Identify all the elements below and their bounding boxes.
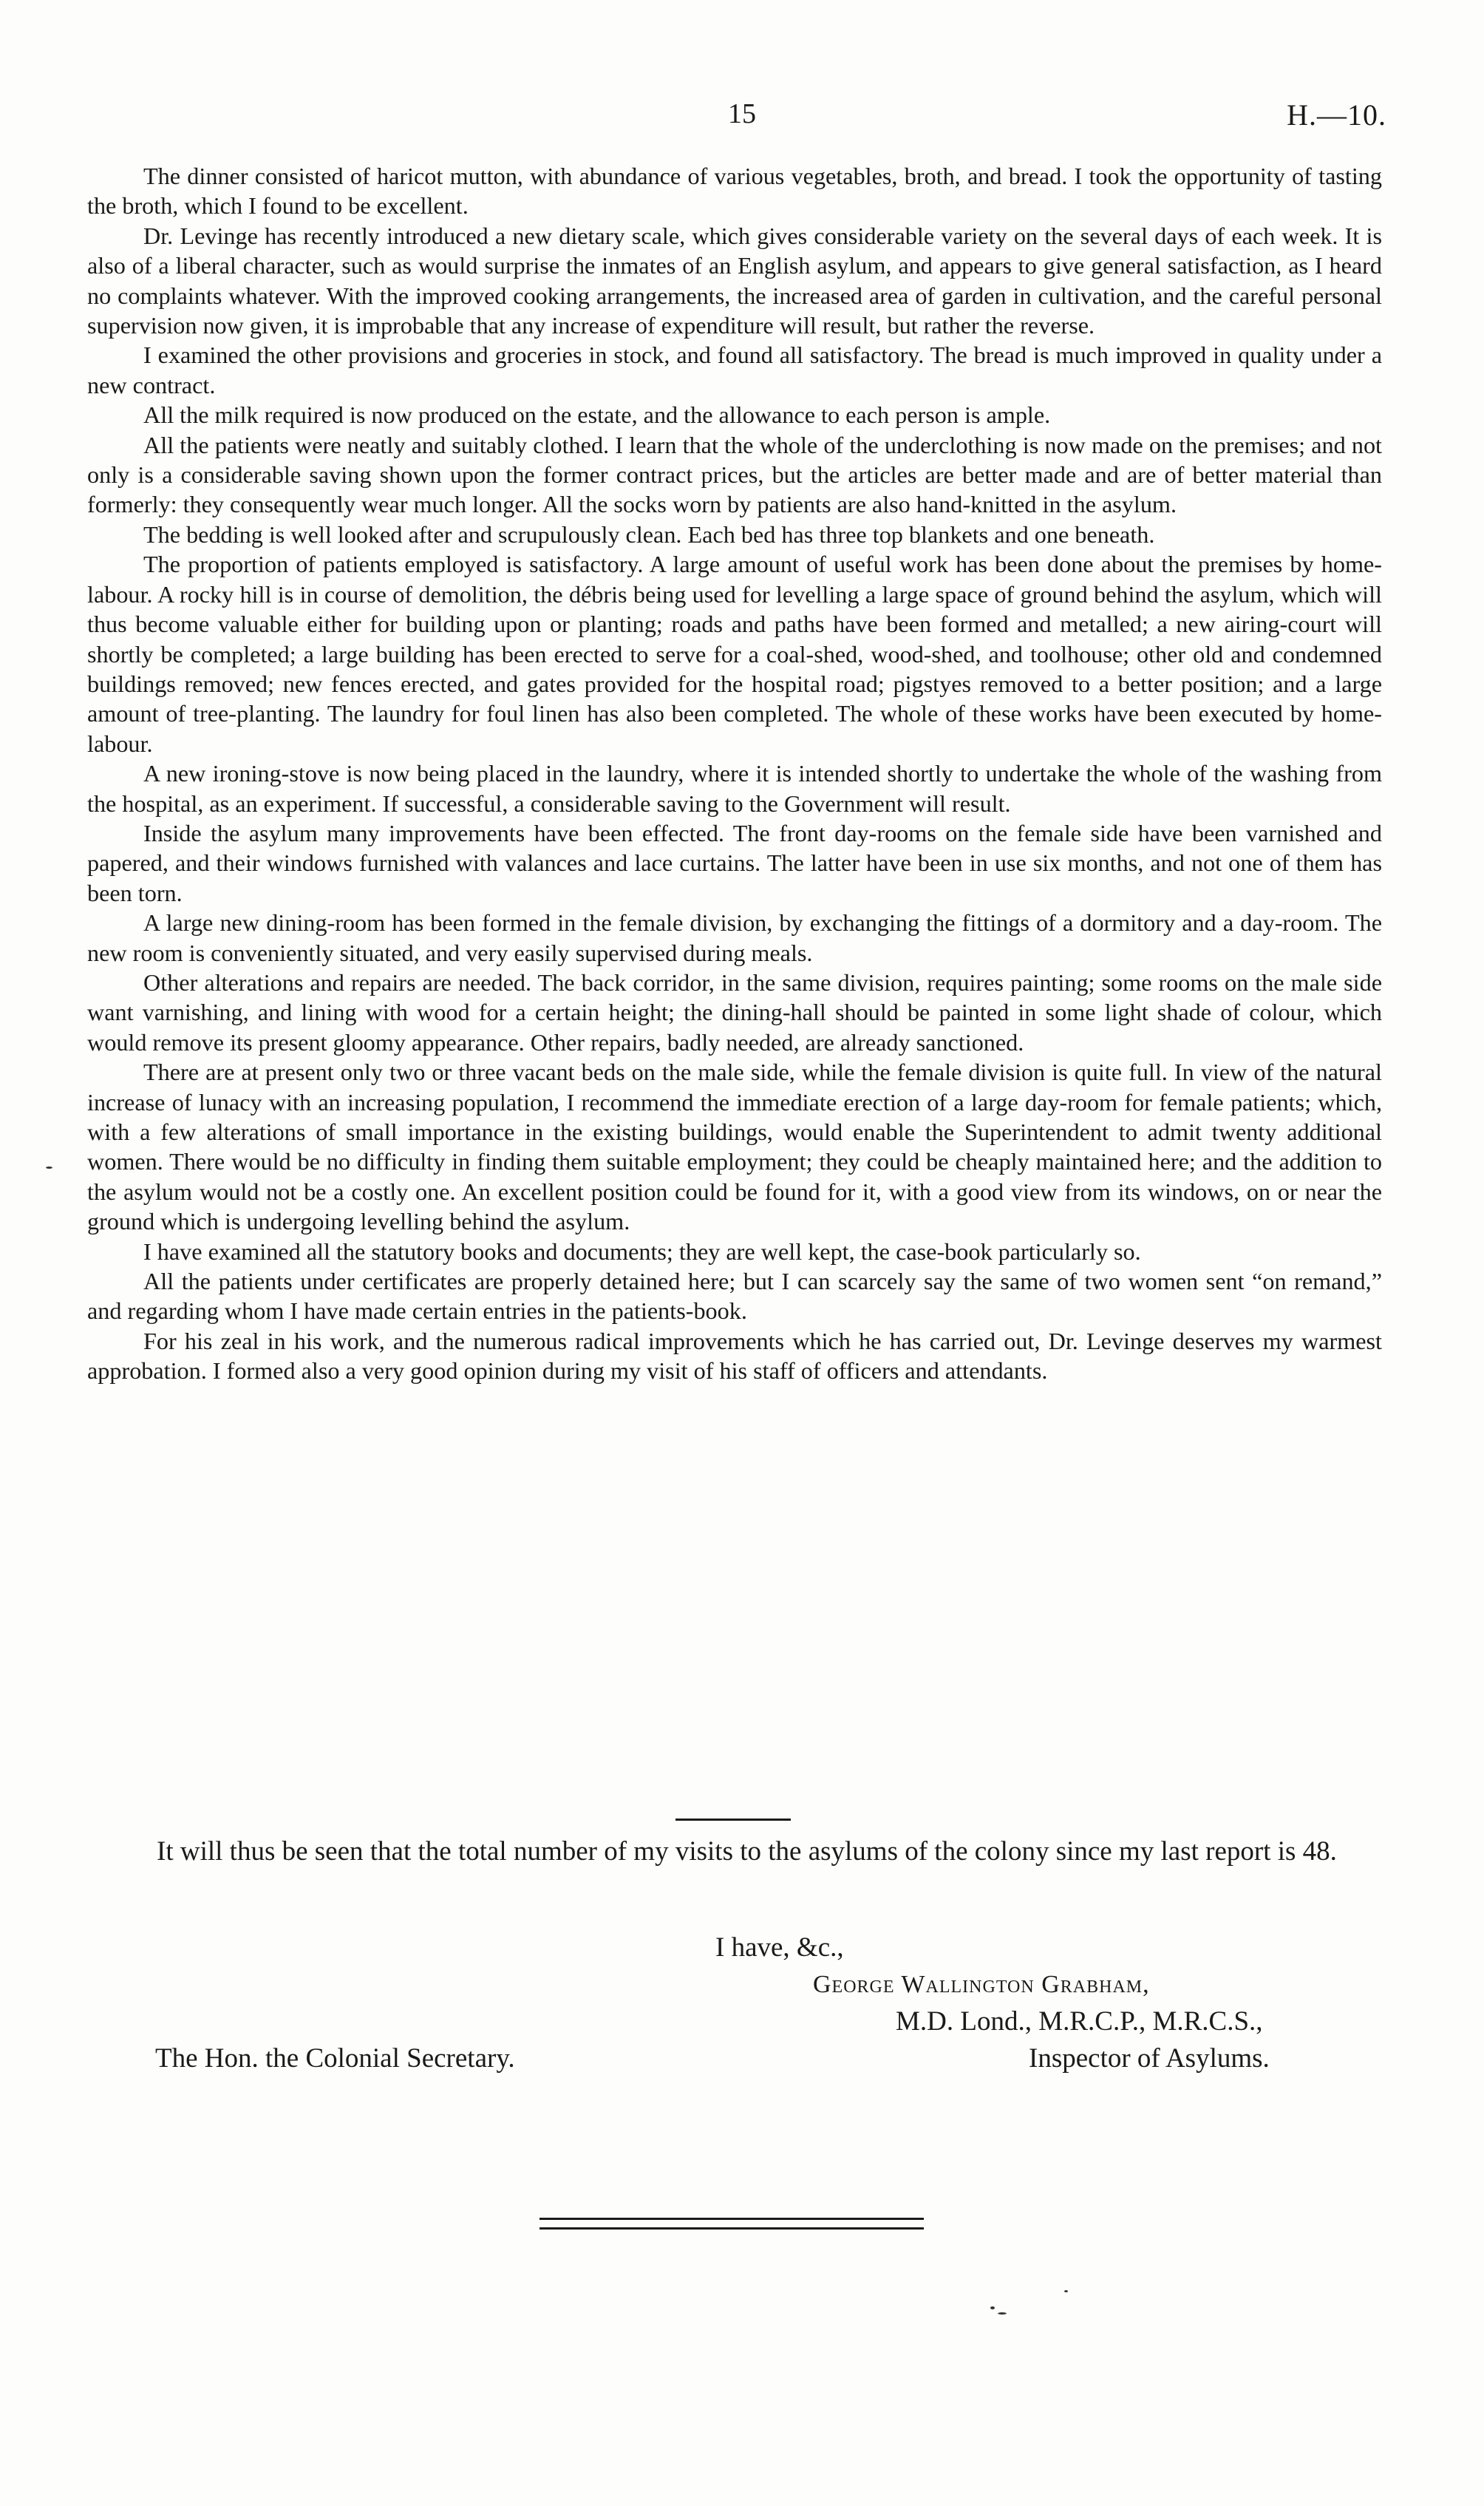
- page-header: [0, 98, 1484, 142]
- paragraph-approbation: For his zeal in his work, and the numerous radical improvements which he has carried out, Dr. Levinge deserves my warmest approbation. I formed also a very good opinion during my visit of his staff of officers and attendants.: [87, 1327, 1382, 1385]
- paragraph-dining-room: A large new dining-room has been formed in the female division, by exchanging the fittings of a dormitory and a day-room. The new room is conveniently situated, and very easily supervised during meals.: [87, 909, 1382, 966]
- paragraph-ironing-stove: A new ironing-stove is now being placed in the laundry, where it is intended shortly to undertake the whole of the washing from the hospital, as an experiment. If successful, a considerable saving to the Government will result.: [87, 760, 1382, 817]
- paragraph-dinner: The dinner consisted of haricot mutton, with abundance of various vegetables, broth, and bread. I took the opportunity of tasting the broth, which I found to be excellent.: [87, 163, 1382, 220]
- page-number: 15: [728, 98, 756, 129]
- paragraph-bedding: The bedding is well looked after and scrupulously clean. Each bed has three top blankets and one beneath.: [143, 520, 1155, 548]
- signatory-qualifications: M.D. Lond., M.R.C.P., M.R.C.S.,: [896, 2006, 1263, 2037]
- end-rule: [540, 2218, 924, 2230]
- paragraph-clothing: All the patients were neatly and suitably clothed. I learn that the whole of the underclothing is now made on the premises; and not only is a considerable saving shown upon the former contract prices, but the articles are better made and are of better material than formerly: they consequently wear much longer. All the socks worn by patients are also hand-knitted in the asylum.: [87, 431, 1382, 518]
- paragraph-dietary-scale: Dr. Levinge has recently introduced a new dietary scale, which gives considerable variety on the several days of each week. It is also of a liberal character, such as would surprise the inmates of an English asylum, and appears to give general satisfaction, as I heard no complaints whatever. With the improved cooking arrangements, the increased area of garden in cultivation, and the careful personal supervision now given, it is improbable that any increase of expenditure will result, but rather the reverse.: [87, 222, 1382, 339]
- report-body: [87, 161, 1382, 1386]
- paragraph-repairs: Other alterations and repairs are needed. The back corridor, in the same division, requires painting; some rooms on the male side want varnishing, and lining with wood for a certain height; the dining-hall should be painted in some light shade of colour, which would remove its present gloomy appearance. Other repairs, badly needed, are already sanctioned.: [87, 968, 1382, 1056]
- print-speck: [1064, 2290, 1068, 2292]
- paragraph-employment: The proportion of patients employed is satisfactory. A large amount of useful work has been done about the premises by home-labour. A rocky hill is in course of demolition, the débris being used for levelling a large space of ground behind the asylum, which will thus become valuable either for building upon or planting; roads and paths have been formed and metalled; a new airing-court will shortly be completed; a large building has been erected to serve for a coal-shed, wood-shed, and toolhouse; other old and condemned buildings removed; new fences erected, and gates provided for the hospital road; pigstyes removed to a better position; and a large amount of tree-planting. The laundry for foul linen has also been completed. The whole of these works have been executed by home-labour.: [87, 551, 1382, 757]
- signatory-title: Inspector of Asylums.: [1029, 2043, 1270, 2074]
- paragraph-vacant-beds: There are at present only two or three vacant beds on the male side, while the female division is quite full. In view of the natural increase of lunacy with an increasing population, I recommend the immediate erection of a large day-room for female patients; which, with a few alterations of small importance in the existing buildings, would enable the Superintendent to admit twenty additional women. There would be no difficulty in finding them suitable employment; they could be cheaply maintained here; and the addition to the asylum would not be a costly one. An excellent position could be found for it, with a good view from its windows, on or near the ground which is undergoing levelling behind the asylum.: [87, 1059, 1382, 1235]
- section-divider: [675, 1819, 791, 1821]
- signatory-name: George Wallington Grabham,: [813, 1971, 1150, 1998]
- visits-summary: It will thus be seen that the total number of my visits to the asylums of the colony since my last report is 48.: [157, 1836, 1337, 1867]
- closing-summary: [87, 1835, 1382, 1869]
- print-speck: [998, 2312, 1007, 2315]
- paragraph-certificates: All the patients under certificates are properly detained here; but I can scarcely say the same of two women sent “on remand,” and regarding whom I have made certain entries in the patients-book.: [87, 1268, 1382, 1325]
- report-code: H.—10.: [1287, 98, 1386, 132]
- salutation: I have, &c.,: [715, 1932, 844, 1963]
- print-speck: [990, 2306, 995, 2309]
- print-speck: [46, 1167, 52, 1169]
- paragraph-milk: All the milk required is now produced on the estate, and the allowance to each person is ample.: [143, 401, 1051, 429]
- paragraph-improvements: Inside the asylum many improvements have been effected. The front day-rooms on the female side have been varnished and papered, and their windows furnished with valances and lace curtains. The latter have been in use six months, and not one of them has been torn.: [87, 819, 1382, 906]
- addressee: The Hon. the Colonial Secretary.: [155, 2043, 515, 2074]
- paragraph-provisions: I examined the other provisions and groceries in stock, and found all satisfactory. The bread is much improved in quality under a new contract.: [87, 342, 1382, 398]
- paragraph-statutory-books: I have examined all the statutory books and documents; they are well kept, the case-book particularly so.: [143, 1237, 1141, 1265]
